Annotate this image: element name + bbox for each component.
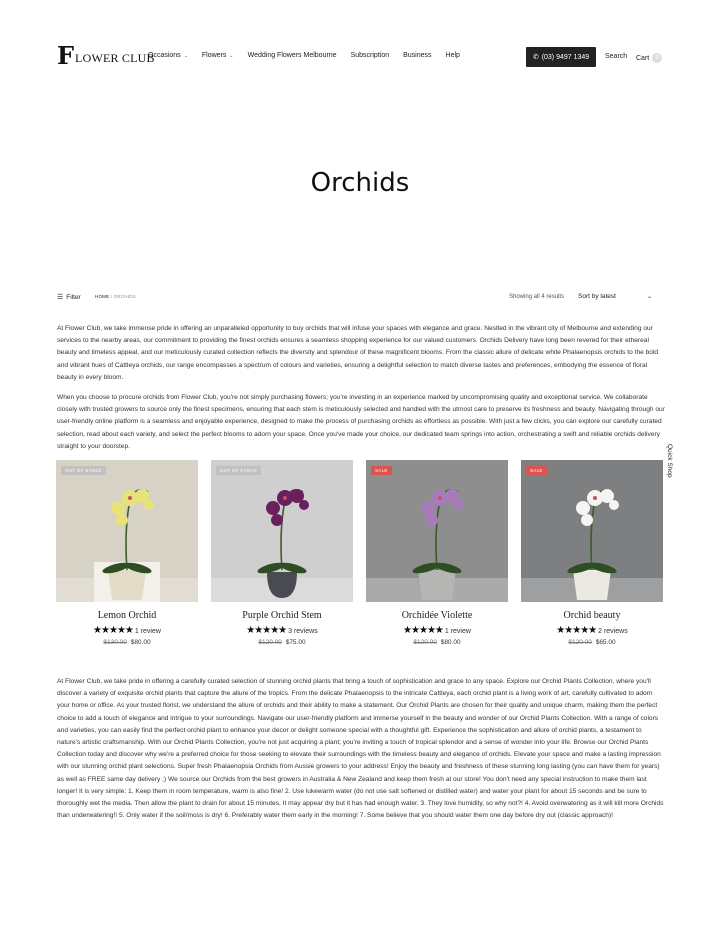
product-price (366, 639, 508, 646)
nav-help-label: Help (445, 52, 460, 59)
review-count[interactable]: 3 reviews (288, 627, 318, 635)
logo-letter: F (57, 41, 75, 70)
nav-business-label: Business (403, 52, 432, 59)
result-count: Showing all 4 results (509, 294, 565, 300)
product-name[interactable]: Purple Orchid Stem (242, 610, 322, 621)
product-badge: SALE (371, 466, 392, 475)
original-price: $120.00 (568, 639, 592, 646)
sale-price: $80.00 (440, 639, 461, 646)
chevron-down-icon: ⌄ (229, 52, 234, 59)
site-logo[interactable] (57, 41, 155, 70)
product-image[interactable] (56, 460, 198, 602)
chevron-down-icon: ⌄ (183, 52, 188, 59)
nav-flowers[interactable] (202, 52, 234, 59)
nav-business[interactable] (403, 52, 431, 59)
breadcrumb-home[interactable]: HOME (95, 294, 110, 299)
phone-button[interactable] (526, 47, 596, 67)
cart-count-badge: 0 (652, 53, 662, 63)
star-rating-icon: ★★★★★ (556, 625, 597, 636)
review-count[interactable]: 2 reviews (598, 627, 628, 635)
main-nav (148, 52, 474, 59)
sort-select-value: Sort by latest (578, 293, 616, 300)
cart-label: Cart (636, 54, 650, 62)
product-card[interactable] (211, 460, 353, 646)
product-price (521, 639, 663, 646)
nav-subscription[interactable] (351, 52, 390, 59)
phone-number: (03) 9497 1349 (541, 53, 590, 61)
nav-wedding-flowers[interactable] (248, 52, 337, 59)
product-image[interactable] (211, 460, 353, 602)
product-card[interactable] (366, 460, 508, 646)
product-name[interactable]: Lemon Orchid (97, 610, 157, 621)
product-image[interactable] (521, 460, 663, 602)
product-badge: OUT OF STOCK (216, 466, 261, 475)
site-header (33, 32, 687, 82)
product-rating (366, 626, 508, 636)
search-link[interactable]: Search (605, 53, 628, 60)
chevron-down-icon: ⌄ (646, 294, 652, 300)
breadcrumb-current: ORCHIDS (113, 294, 136, 299)
filter-button[interactable] (57, 293, 81, 301)
intro-paragraph-2: When you choose to procure orchids from Flower Club, you're not simply purchasing flowers; you're investing in an experience marked by uncompromising quality and exceptional service. We collaborate closely with trusted growers to source only the finest specimens, ensuring that each stem is meticulously selected and handled with the utmost care to preserve its freshness and beauty. Navigating through our user-friendly online platform is a seamless and enjoyable experience, designed to make the process of purchasing orchids as effortless as possible. With just a few clicks, you can explore our carefully curated selection, read about each variety, and select the perfect blooms to adorn your space. Once you've made your choice, our dedicated team springs into action, orchestrating a swift and reliable orchids delivery straight to your doorstep. (57, 394, 665, 450)
nav-help[interactable] (446, 52, 460, 59)
orchid-image-svg (211, 460, 353, 602)
quick-shop-tab[interactable]: Quick Shop (666, 444, 673, 478)
product-card[interactable] (521, 460, 663, 646)
star-rating-icon: ★★★★★ (246, 625, 287, 636)
intro-paragraph-1: At Flower Club, we take immense pride in offering an unparalleled opportunity to buy orchids that will infuse your spaces with elegance and grace. Nestled in the vibrant city of Melbourne and extending our services to the nearby areas, our commitment to providing the finest orchids ensures a seamless shopping experience for our valued customers. Orchids Delivery have long been revered for their ethereal beauty and timeless appeal, and our meticulously curated collection reflects the diversity and splendour of these magnificent blooms. From the classic allure of delicate white Phalaenopsis orchids to the bold and vibrant hues of Cattleya orchids, our range encompasses a spectrum of colours and varieties, ensuring a delightful selection to match diverse tastes and preferences, embodying the essence of floral beauty in every bloom. (57, 325, 659, 381)
orchid-image-svg (366, 460, 508, 602)
orchid-image-svg (521, 460, 663, 602)
outro-paragraph: At Flower Club, we take pride in offering a carefully curated selection of stunning orchid plants that bring a touch of sophistication and grace to any space. Explore our Orchid Plants Collection, where you'll discover a variety of exquisite orchid plants that capture the allure of the tropics. From the delicate Phalaenopsis to the intricate Cattleya, each orchid plant is a living work of art, carefully cultivated to adorn your home or office. As your trusted florist, we understand the allure of orchids and their ability to make a statement. Our Orchid Plants are chosen for their quality and unique charm, making them the perfect choice to add a touch of elegance and intrigue to your surroundings. Navigate our user-friendly platform and immerse yourself in the beauty and wonder of our Orchid Plants Collection. With a range of colors and varieties, you can easily find the perfect orchid plant to enhance your decor or delight someone special with a thoughtful gift. Experience the sophistication and allure of orchid plants, a testament to nature's artistic craftsmanship. With our Orchid Plants Collection, you're not just acquiring a plant; you're inviting a touch of tropical splendor and a sense of wonder into your life. Browse our Orchid Plants Collection today and discover why we're a preferred choice for those seeking to elevate their surroundings with the timeless beauty and elegance of orchids. Elevate your space and make a lasting impression with our stunning orchid plant selections. Super fresh Phalaenopsia Orchids from Aussie growers to your address! Enjoy the beauty and freshness of these stunning long lasting (you can have them for years) as well as FREE same day delivery ;) We source our Orchids from the best growers in Australia & New Zealand and keep them fresh at our store! You don't need any special instruction to make them last longer! It is very simple: 1. Keep them in room temperature, warm is also fine! 2. Use lukewarm water (do not use salt softened or distilled water) and water your plant for about 15 seconds and be sure to thoroughly wet the media. Then allow the plant to drain for about 15 minutes. It may appear dry but it has had enough water. 3. They love humidity, so why not?! 4. Avoid overwatering as it will kill more Orchids than underwatering!! 5. Only water if the soil/moss is dry! 6. Preferably water them early in the morning! 7. Some believe that you should water them one day before dry out (classic approach)! (57, 678, 664, 820)
sale-price: $80.00 (130, 639, 151, 646)
nav-flowers-label: Flowers (201, 52, 227, 59)
nav-occasions[interactable] (148, 52, 188, 59)
sort-select[interactable] (578, 293, 658, 300)
nav-wedding-label: Wedding Flowers Melbourne (247, 52, 337, 59)
page-title: Orchids (310, 168, 410, 198)
cart-link[interactable] (636, 53, 662, 63)
breadcrumb-separator: / (109, 294, 114, 299)
product-price (211, 639, 353, 646)
product-badge: SALE (526, 466, 547, 475)
product-rating (211, 626, 353, 636)
filter-icon: ☰ (57, 294, 64, 301)
product-name[interactable]: Orchid beauty (563, 610, 621, 621)
nav-occasions-label: Occasions (148, 52, 181, 59)
original-price: $120.00 (413, 639, 437, 646)
breadcrumb (95, 294, 136, 299)
product-name[interactable]: Orchidée Violette (401, 610, 473, 621)
phone-icon: ✆ (532, 54, 539, 61)
sale-price: $65.00 (595, 639, 616, 646)
nav-subscription-label: Subscription (350, 52, 390, 59)
product-card[interactable] (56, 460, 198, 646)
star-rating-icon: ★★★★★ (93, 625, 133, 636)
product-badge: OUT OF STOCK (61, 466, 106, 475)
original-price: $130.00 (103, 639, 127, 646)
logo-text: LOWER CLUB (75, 50, 155, 65)
filter-label: Filter (66, 293, 81, 301)
product-rating (521, 626, 663, 636)
review-count[interactable]: 1 review (134, 627, 161, 635)
product-rating (56, 626, 198, 636)
review-count[interactable]: 1 review (444, 627, 471, 635)
orchid-image-svg (56, 460, 198, 602)
product-image[interactable] (366, 460, 508, 602)
star-rating-icon: ★★★★★ (403, 625, 443, 636)
original-price: $120.00 (258, 639, 282, 646)
sale-price: $75.00 (285, 639, 306, 646)
product-price (56, 639, 198, 646)
shop-toolbar (57, 293, 663, 305)
